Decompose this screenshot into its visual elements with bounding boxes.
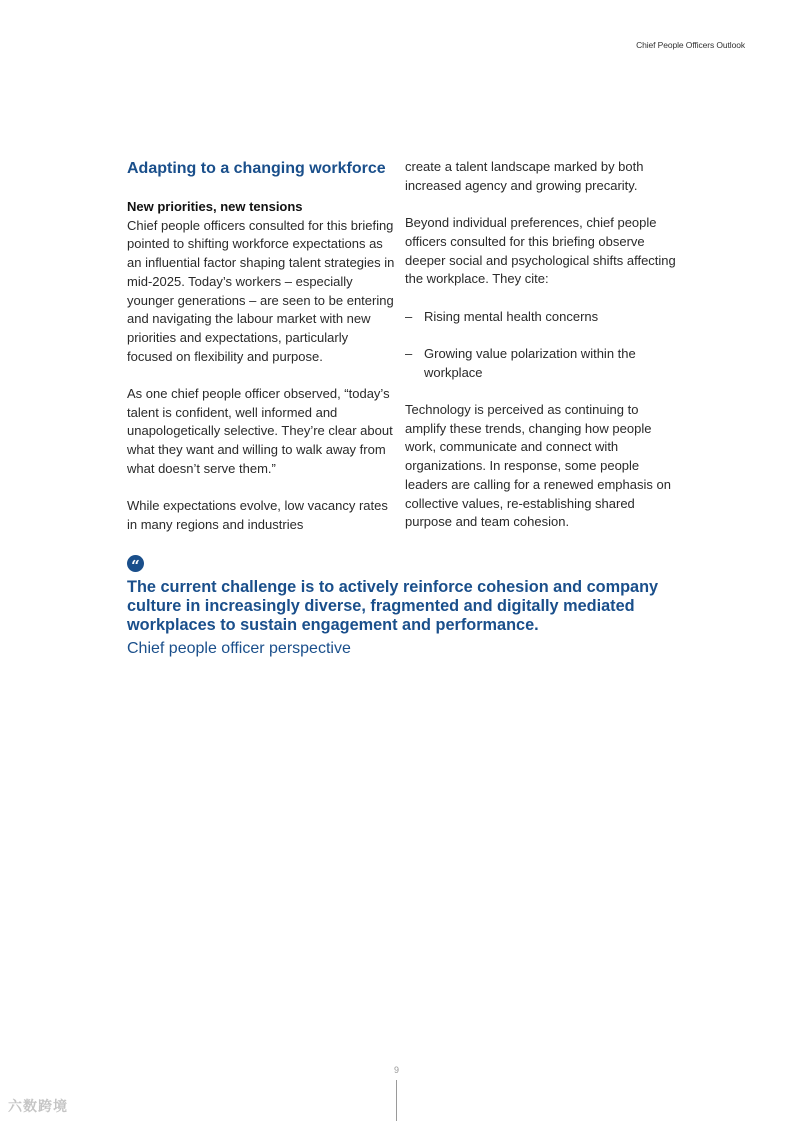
quote-icon: “ bbox=[127, 555, 144, 572]
dash-bullet: – bbox=[405, 308, 413, 324]
paragraph: As one chief people officer observed, “today’s talent is confident, well informed and unapologetically selective. They’re clear about what they want and willing to walk away from what doesn’t serve them.” bbox=[127, 386, 393, 476]
footer-divider bbox=[396, 1080, 397, 1121]
watermark-logo: 六数跨境 bbox=[8, 1098, 68, 1114]
list-item bbox=[405, 345, 677, 382]
paragraph: create a talent landscape marked by both increased agency and growing precarity. bbox=[405, 159, 644, 193]
running-header: Chief People Officers Outlook bbox=[636, 40, 745, 50]
right-column bbox=[405, 158, 677, 532]
list-item-text: Rising mental health concerns bbox=[424, 308, 599, 324]
paragraph: Chief people officers consulted for this briefing pointed to shifting workforce expectations as an influential factor shaping talent strategies in mid-2025. Today’s workers – especially younger generations – are seen to be entering and navigating the labour market with new priorities and expectations, particularly focused on flexibility and purpose. bbox=[127, 217, 395, 364]
dash-bullet: – bbox=[405, 345, 413, 361]
paragraph: While expectations evolve, low vacancy rates in many regions and industries bbox=[127, 498, 388, 532]
list-item bbox=[405, 308, 677, 327]
left-column bbox=[127, 158, 395, 535]
quote-text: The current challenge is to actively reinforce cohesion and company culture in increasingly diverse, fragmented and digitally mediated workplaces to sustain engagement and performance. bbox=[127, 578, 659, 634]
section-title: Adapting to a changing workforce bbox=[127, 160, 386, 177]
paragraph: Beyond individual preferences, chief people officers consulted for this briefing observe deeper social and psychological shifts affecting the workplace. They cite: bbox=[405, 215, 676, 287]
list-item-text: Growing value polarization within the workplace bbox=[424, 345, 636, 380]
quote-attribution: Chief people officer perspective bbox=[127, 640, 351, 657]
paragraph: Technology is perceived as continuing to amplify these trends, changing how people work, communicate and connect with organizations. In response, some people leaders are calling for a renewed emphasis on collective values, re-establishing shared purpose and team cohesion. bbox=[405, 402, 671, 530]
pull-quote bbox=[127, 555, 667, 659]
page-number: 9 bbox=[393, 1065, 399, 1075]
subheading: New priorities, new tensions bbox=[127, 199, 303, 214]
